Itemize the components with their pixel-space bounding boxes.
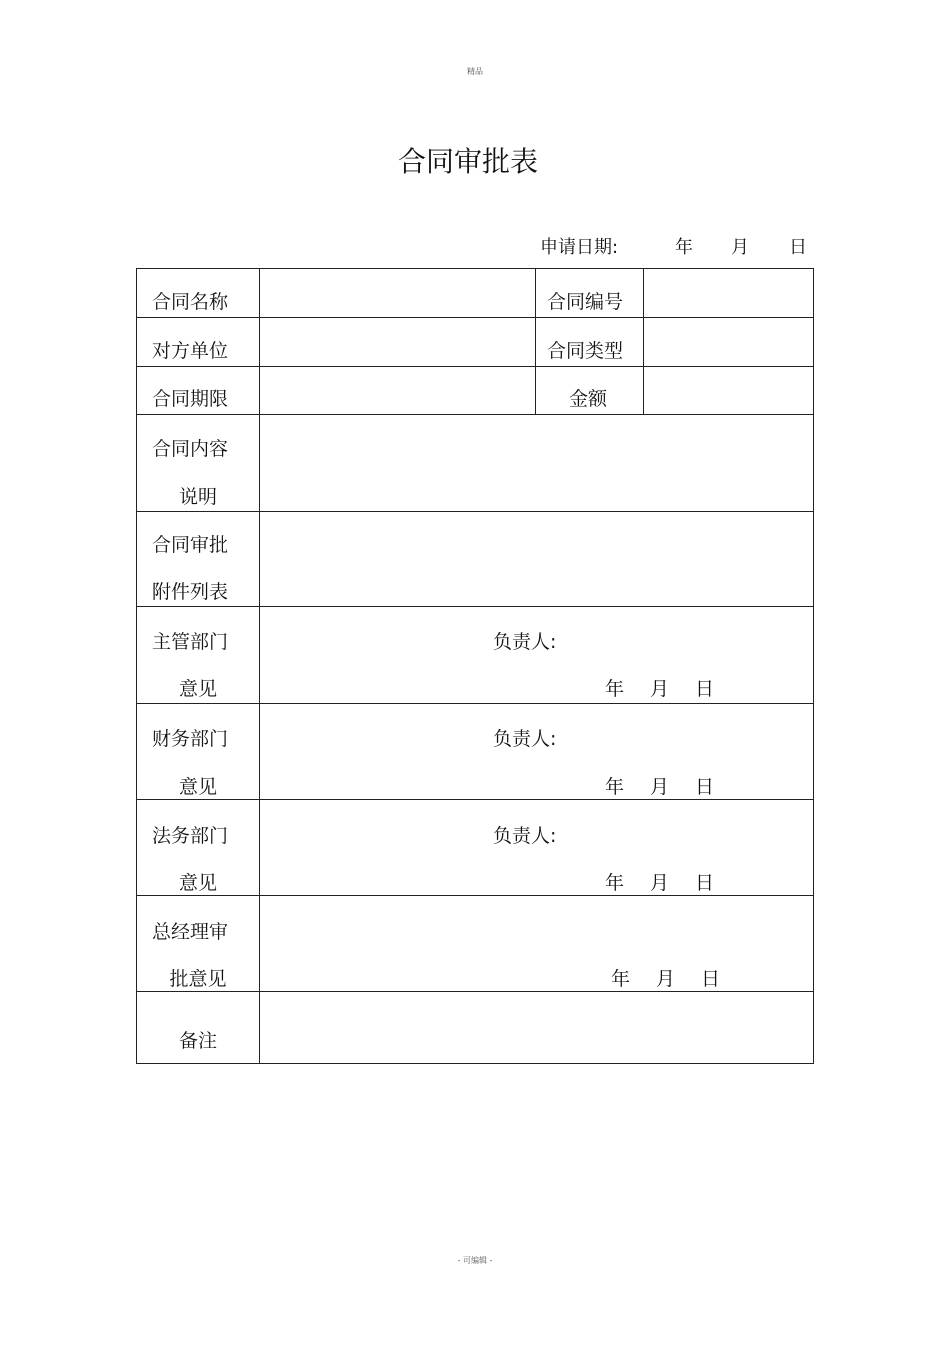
attachment-list-field[interactable] [260,512,813,606]
label-amount: 金额 [569,388,608,410]
dept-sign-month: 月 [650,678,670,700]
finance-sign-year: 年 [605,776,625,798]
legal-sign-person: 负责人: [493,825,557,847]
apply-date-day: 日 [789,237,807,258]
label-dept-line1: 主管部门 [152,631,229,653]
dept-sign-day: 日 [695,678,715,700]
gm-sign-day: 日 [701,968,721,990]
counterparty-field[interactable] [260,318,535,366]
contract-type-field[interactable] [644,318,813,366]
label-gm-line2: 批意见 [169,968,227,990]
label-content-line1: 合同内容 [152,438,229,460]
apply-date-year: 年 [675,237,693,258]
dept-sign-year: 年 [605,678,625,700]
label-contract-no: 合同编号 [547,291,624,313]
legal-sign-year: 年 [605,872,625,894]
label-finance-line2: 意见 [178,776,217,798]
approval-form-table [136,268,814,1064]
legal-sign-day: 日 [695,872,715,894]
contract-term-field[interactable] [260,367,535,414]
gm-sign-year: 年 [611,968,631,990]
label-attach-line2: 附件列表 [152,581,229,603]
dept-sign-person: 负责人: [493,631,557,653]
label-remark: 备注 [178,1030,217,1052]
contract-name-field[interactable] [260,269,535,317]
label-dept-line2: 意见 [178,678,217,700]
label-gm-line1: 总经理审 [152,921,229,943]
gm-sign-month: 月 [656,968,676,990]
label-legal-line1: 法务部门 [152,825,229,847]
legal-sign-month: 月 [650,872,670,894]
footer-note: - 可编辑 - [457,1256,493,1265]
label-contract-name: 合同名称 [152,291,229,313]
apply-date-label: 申请日期: [540,237,619,258]
label-content-line2: 说明 [178,486,217,508]
finance-sign-day: 日 [695,776,715,798]
label-contract-term: 合同期限 [152,388,229,410]
contract-no-field[interactable] [644,269,813,317]
page-title: 合同审批表 [397,145,538,178]
amount-field[interactable] [644,367,813,414]
label-attach-line1: 合同审批 [152,534,229,556]
content-description-field[interactable] [260,415,813,511]
apply-date-month: 月 [731,237,749,258]
label-counterparty: 对方单位 [152,340,229,362]
label-finance-line1: 财务部门 [152,728,229,750]
remark-field[interactable] [260,992,813,1063]
label-contract-type: 合同类型 [547,340,624,362]
header-note: 精品 [467,67,483,76]
label-legal-line2: 意见 [178,872,217,894]
finance-sign-person: 负责人: [493,728,557,750]
finance-sign-month: 月 [650,776,670,798]
